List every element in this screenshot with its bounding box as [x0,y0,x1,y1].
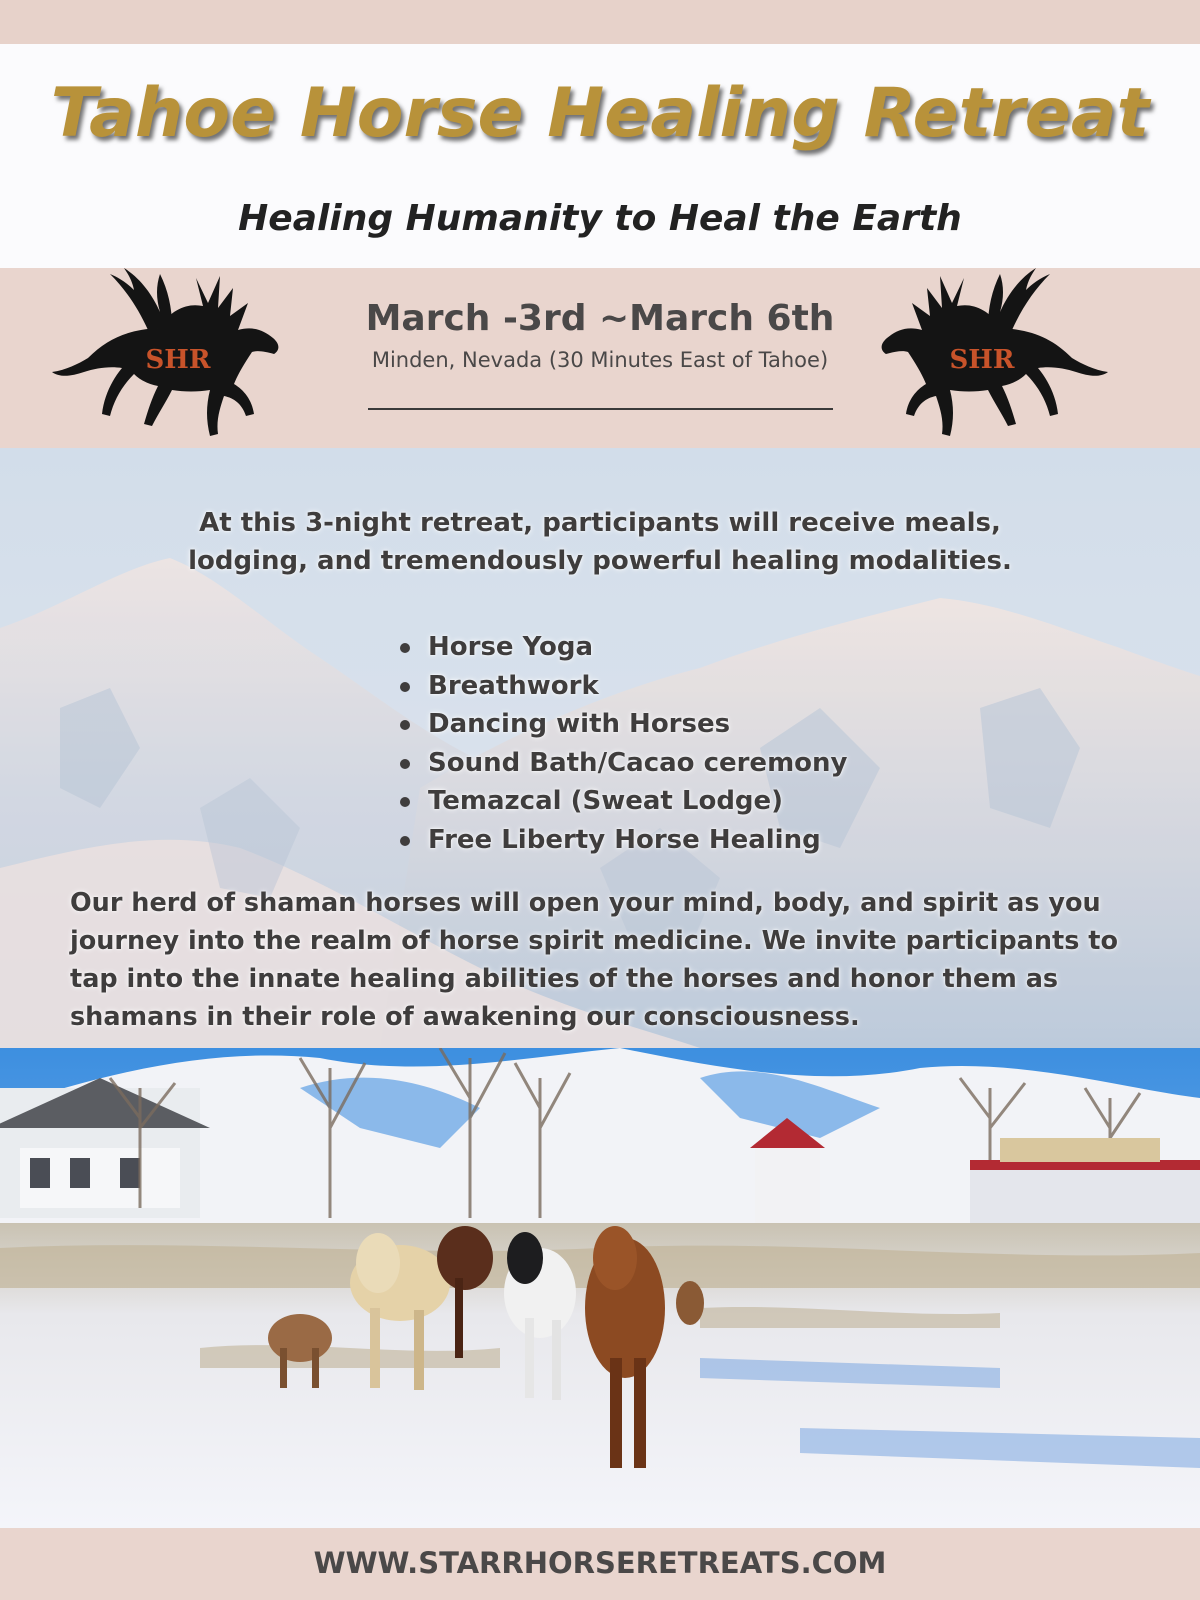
page-title: Tahoe Horse Healing Retreat [50,74,1150,153]
description-text: Our herd of shaman horses will open your mind, body, and spirit as you journey into the realm of horse spirit medicine. We invite participants to tap into the innate healing abilities of the horses and honor them as shamans in their role of awakening our consciousness. [70,888,1118,1032]
date-band [0,268,1200,448]
mountain-background-section [0,448,1200,1048]
header [0,44,1200,268]
top-band [0,0,1200,44]
bullet-dot [400,720,410,730]
divider-line [368,408,833,410]
modality-label: Temazcal (Sweat Lodge) [428,786,784,816]
list-item [398,744,847,783]
pegasus-logo-right [872,268,1112,448]
event-dates: March -3rd ~March 6th [365,298,835,339]
modality-label: Free Liberty Horse Healing [428,824,821,855]
bullet-dot [400,836,410,846]
list-item [398,628,847,667]
list-item [398,705,847,744]
event-location: Minden, Nevada (30 Minutes East of Tahoe) [371,348,829,372]
list-item [398,667,847,706]
list-item [398,782,847,821]
bullet-dot [400,759,410,769]
ranch-photo-illustration [0,1048,1200,1528]
footer [0,1528,1200,1600]
monogram-text-left: SHR [145,345,211,375]
bullet-dot [400,643,410,653]
modalities-list [398,628,847,859]
bullet-dot [400,682,410,692]
ranch-horses-photo [0,1048,1200,1528]
intro-text: At this 3-night retreat, participants will receive meals, lodging, and tremendously powerful healing modalities. [188,508,1012,576]
pegasus-logo-left [48,268,288,448]
goat-right [676,1281,704,1325]
modality-label: Horse Yoga [428,632,594,662]
modality-label: Sound Bath/Cacao ceremony [428,747,848,778]
modality-label: Dancing with Horses [428,709,731,739]
page-subtitle: Healing Humanity to Heal the Earth [238,198,962,239]
website-url[interactable]: WWW.STARRHORSERETREATS.COM [313,1546,887,1580]
bullet-dot [400,797,410,807]
list-item [398,821,847,860]
monogram-text-right: SHR [949,345,1015,375]
modality-label: Breathwork [428,670,599,701]
